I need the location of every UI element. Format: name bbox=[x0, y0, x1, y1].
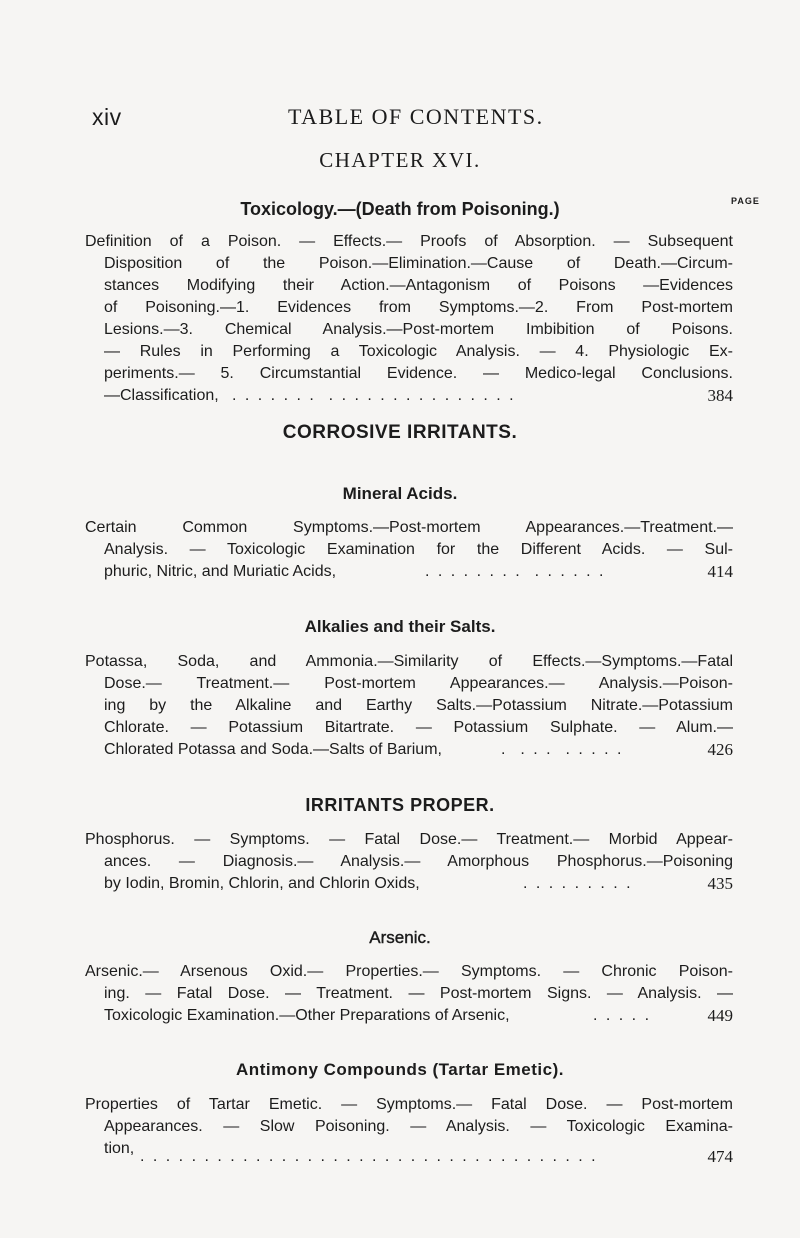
leader-dots: . . . . . . . . . bbox=[501, 741, 624, 758]
entry-page-number: 426 bbox=[707, 740, 733, 759]
running-head bbox=[92, 104, 712, 134]
entry-line: Potassa, Soda, and Ammonia.—Similarity of Effects.—Symptoms.—Fatal bbox=[85, 653, 733, 670]
entry-line: stances Modifying their Action.—Antagonism of Poisons —Evidences bbox=[104, 277, 733, 294]
page-number: xiv bbox=[92, 104, 122, 130]
entry-line: Chlorated Potassa and Soda.—Salts of Barium, bbox=[104, 741, 442, 758]
chapter-title: CHAPTER XVI. bbox=[319, 148, 481, 172]
entry-line: Appearances. — Slow Poisoning. — Analysis. — Toxicologic Examina- bbox=[104, 1118, 733, 1135]
toc-entry-mineral-acids bbox=[85, 517, 733, 583]
section-heading-alkalies: Alkalies and their Salts. bbox=[304, 617, 496, 636]
section-heading-antimony: Antimony Compounds (Tartar Emetic). bbox=[236, 1060, 564, 1079]
toc-entry-antimony bbox=[85, 1094, 733, 1166]
toc-entry-alkalies bbox=[85, 651, 733, 761]
entry-line: — Rules in Performing a Toxicologic Analysis. — 4. Physiologic Ex- bbox=[104, 343, 733, 360]
entry-line: Properties of Tartar Emetic. — Symptoms.— Fatal Dose. — Post-mortem bbox=[85, 1096, 733, 1113]
leader-dots: . . . . . bbox=[593, 1007, 652, 1024]
section-heading-corrosive-irritants: CORROSIVE IRRITANTS. bbox=[282, 422, 518, 443]
section-heading-arsenic: Arsenic. bbox=[369, 928, 431, 947]
entry-line: Disposition of the Poison.—Elimination.—Cause of Death.—Circum- bbox=[104, 255, 733, 272]
leader-dots: . . . . . . . . . . . . . . . . . . . . . . bbox=[232, 387, 516, 404]
entry-page-number: 449 bbox=[707, 1006, 733, 1025]
leader-dots: . . . . . . . . . . . . . . bbox=[425, 563, 606, 580]
entry-page-number: 474 bbox=[707, 1147, 733, 1166]
entry-page-number: 414 bbox=[707, 562, 733, 581]
toc-entry-irritants-proper bbox=[85, 829, 733, 895]
toc-entry-arsenic bbox=[85, 961, 733, 1027]
running-title: TABLE OF CONTENTS. bbox=[288, 104, 544, 129]
entry-line: periments.— 5. Circumstantial Evidence. — Medico-legal Conclusions. bbox=[104, 365, 733, 382]
entry-line: ing by the Alkaline and Earthy Salts.—Potassium Nitrate.—Potassium bbox=[104, 697, 733, 714]
section-heading-irritants-proper: IRRITANTS PROPER. bbox=[305, 795, 495, 815]
entry-line: Arsenic.— Arsenous Oxid.— Properties.— Symptoms. — Chronic Poison- bbox=[85, 963, 733, 980]
entry-line: tion, bbox=[104, 1140, 135, 1157]
section-heading-toxicology: Toxicology.—(Death from Poisoning.) bbox=[240, 199, 560, 219]
entry-line: Analysis. — Toxicologic Examination for the Different Acids. — Sul- bbox=[104, 541, 733, 558]
entry-line: Phosphorus. — Symptoms. — Fatal Dose.— Treatment.— Morbid Appear- bbox=[85, 831, 733, 848]
entry-line: of Poisoning.—1. Evidences from Symptoms.—2. From Post-mortem bbox=[104, 299, 733, 316]
page-column-label: PAGE bbox=[731, 196, 760, 206]
entry-line: ing. — Fatal Dose. — Treatment. — Post-mortem Signs. — Analysis. — bbox=[104, 985, 733, 1002]
entry-page-number: 384 bbox=[707, 386, 733, 405]
section-heading-mineral-acids: Mineral Acids. bbox=[342, 484, 458, 503]
entry-line: ances. — Diagnosis.— Analysis.— Amorphous Phosphorus.—Poisoning bbox=[104, 853, 733, 870]
entry-line: Lesions.—3. Chemical Analysis.—Post-mortem Imbibition of Poisons. bbox=[104, 321, 733, 338]
entry-line: —Classification, bbox=[104, 387, 219, 404]
entry-line: by Iodin, Bromin, Chlorin, and Chlorin Oxids, bbox=[104, 875, 420, 892]
entry-line: Definition of a Poison. — Effects.— Proofs of Absorption. — Subsequent bbox=[85, 233, 733, 250]
entry-line: Certain Common Symptoms.—Post-mortem Appearances.—Treatment.— bbox=[85, 519, 733, 536]
entry-line: Toxicologic Examination.—Other Preparations of Arsenic, bbox=[104, 1007, 510, 1024]
leader-dots: . . . . . . . . . bbox=[523, 875, 633, 892]
entry-line: phuric, Nitric, and Muriatic Acids, bbox=[104, 563, 337, 580]
leader-dots: . . . . . . . . . . . . . . . . . . . . . . . . . . . . . . . . . . . . bbox=[140, 1148, 598, 1165]
entry-line: Dose.— Treatment.— Post-mortem Appearances.— Analysis.—Poison- bbox=[104, 675, 733, 692]
toc-entry-toxicology bbox=[85, 231, 733, 407]
entry-page-number: 435 bbox=[707, 874, 733, 893]
entry-line: Chlorate. — Potassium Bitartrate. — Potassium Sulphate. — Alum.— bbox=[104, 719, 733, 736]
